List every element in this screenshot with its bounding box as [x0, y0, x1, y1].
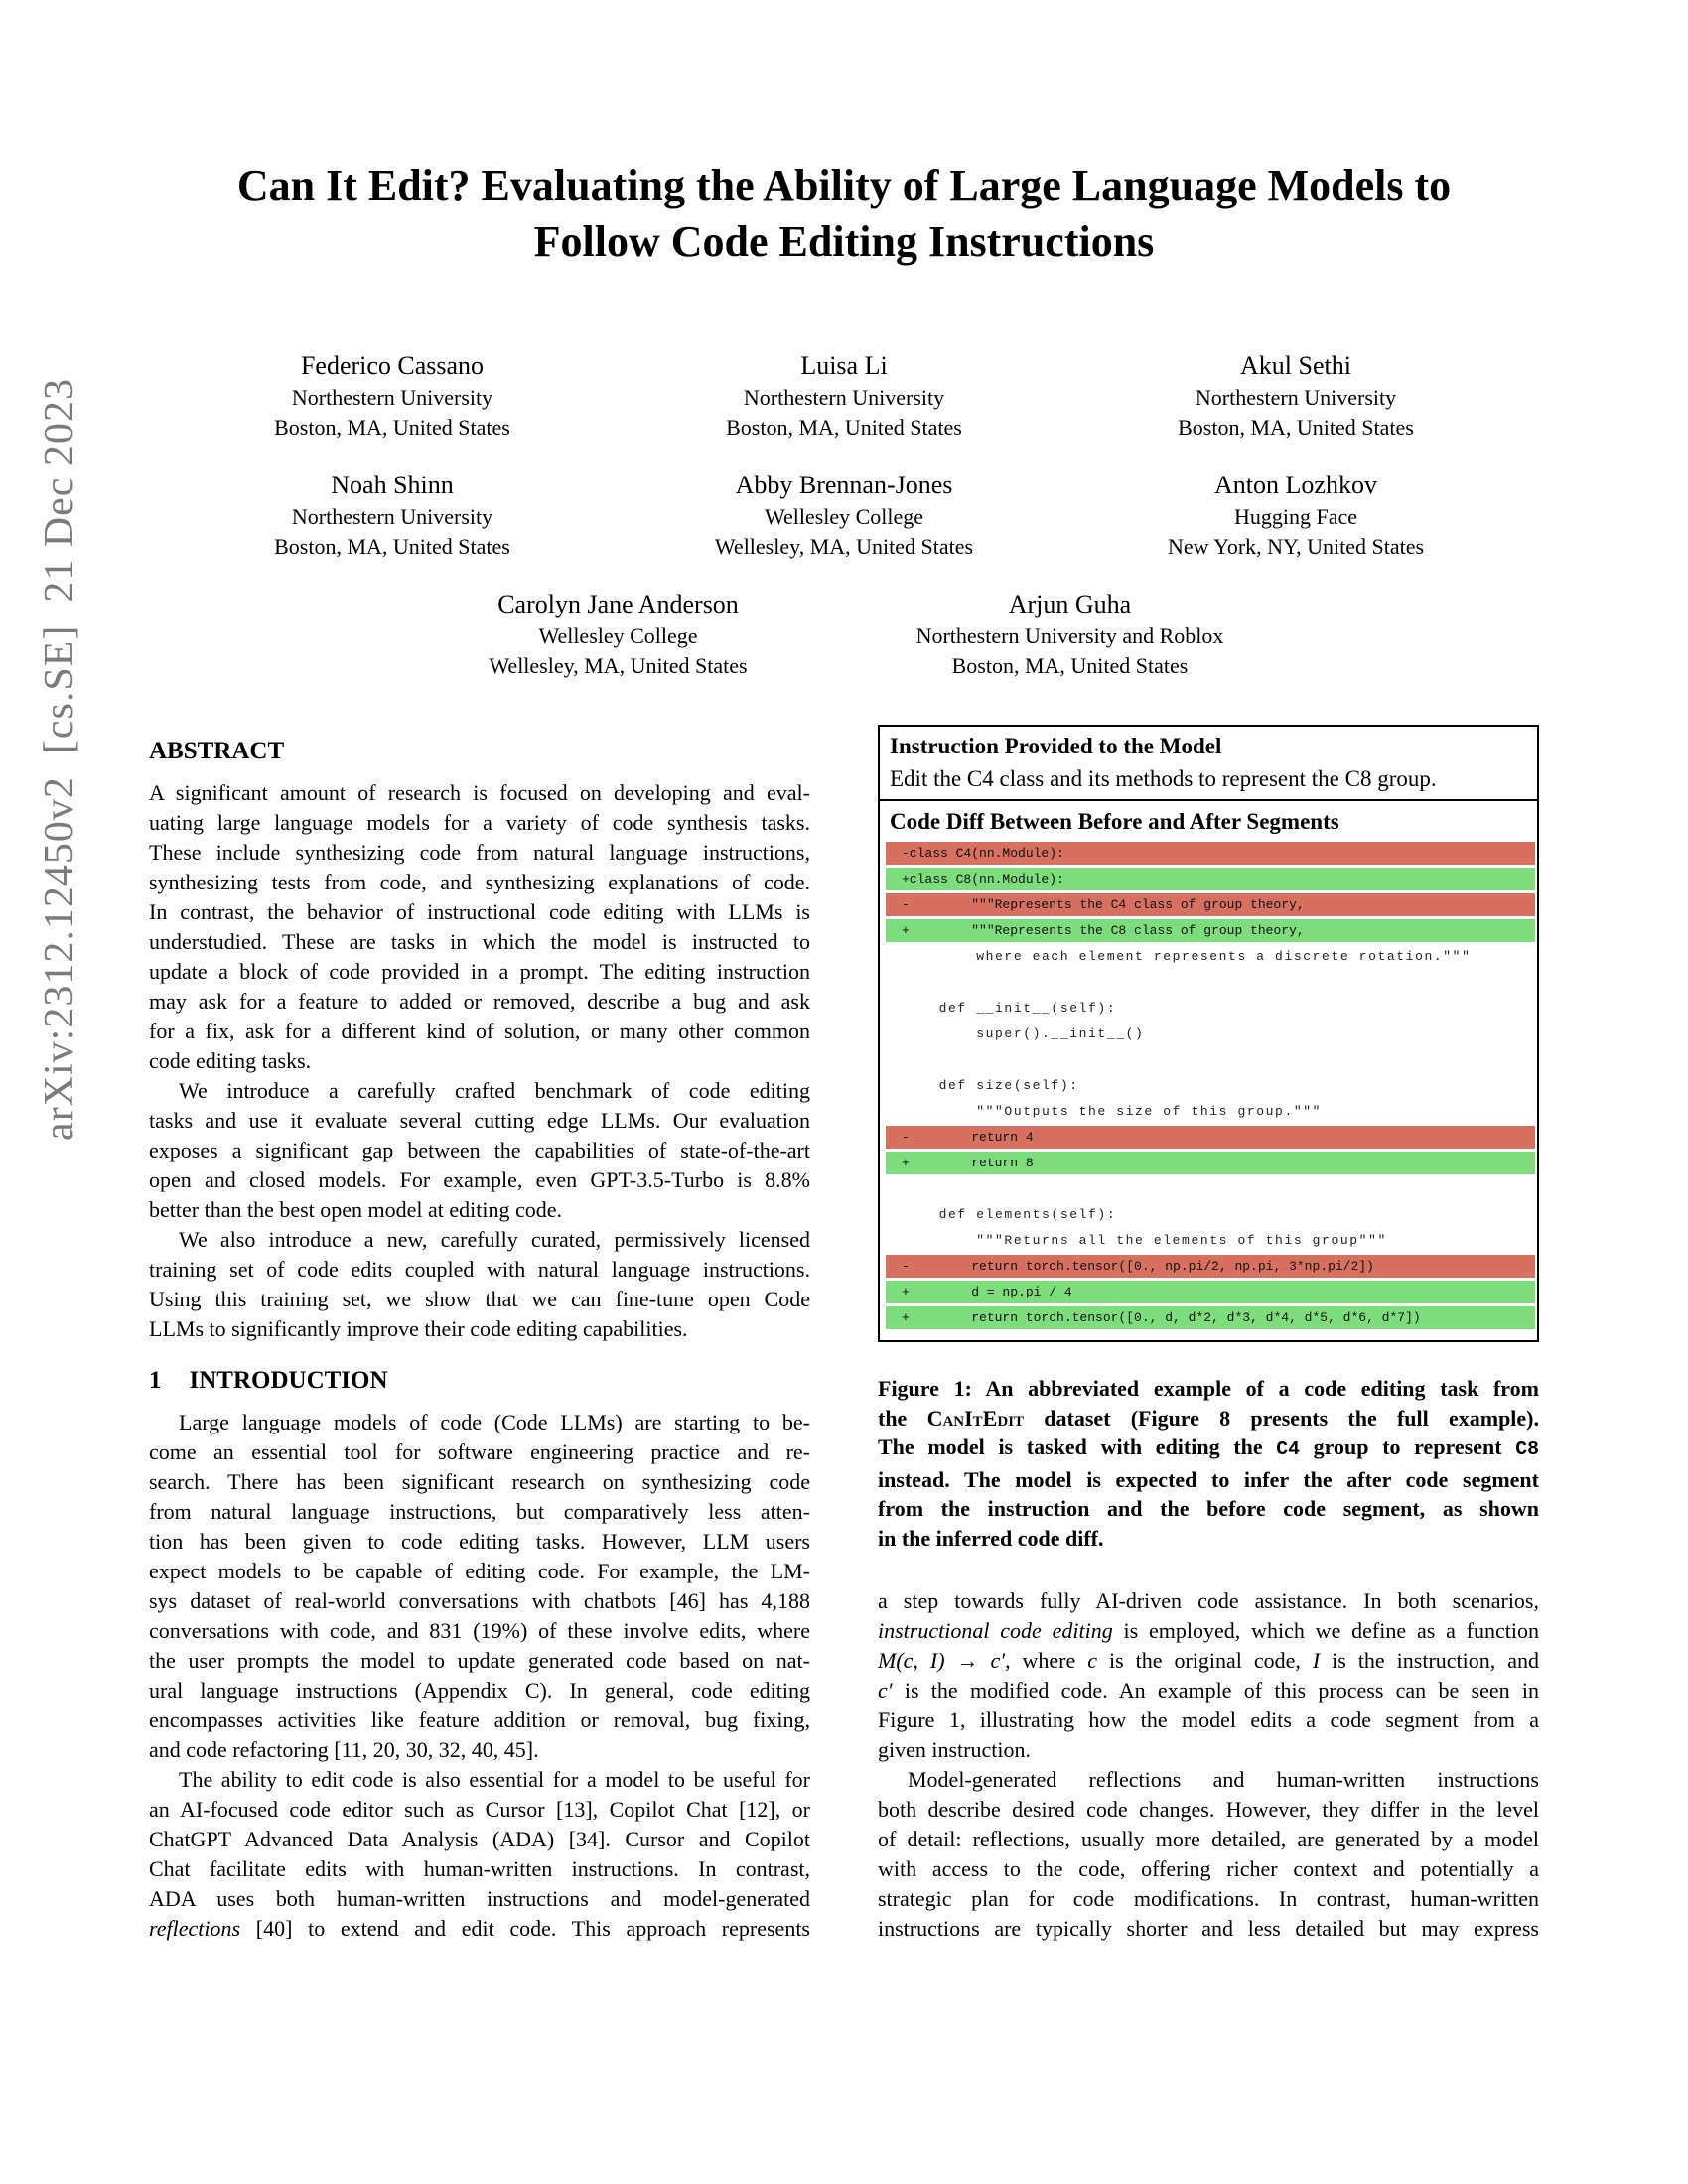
text-line: come an essential tool for software engineering practice and re-	[149, 1439, 810, 1464]
author-affiliation: Northestern University	[291, 504, 493, 529]
text-line	[878, 1676, 1539, 1706]
author-block	[167, 469, 619, 562]
text-line: The ability to edit code is also essential for a model to be useful for	[179, 1767, 810, 1792]
paragraph	[878, 1374, 1539, 1553]
text-line: expect models to be capable of editing code. For example, the LM-	[149, 1559, 810, 1583]
diff-context-line	[886, 1229, 1535, 1252]
text-segment: dataset (Figure 8 presents the full example).	[1024, 1405, 1540, 1431]
text-line: open and closed models. For example, even GPT-3.5-Turbo is 8.8%	[149, 1167, 810, 1192]
text-line: Using this training set, we show that we can fine-tune open Code	[149, 1287, 810, 1311]
code-text: - return torch.tensor([0., np.pi/2, np.pi, 3*np.pi/2])	[902, 1259, 1374, 1274]
text-line: of detail: reflections, usually more detailed, are generated by a model	[878, 1827, 1539, 1851]
text-segment: group to represent	[1300, 1434, 1516, 1459]
diff-context-line	[886, 1100, 1535, 1123]
author-affiliation: Hugging Face	[1233, 504, 1358, 529]
author-block	[619, 469, 1070, 562]
author-row	[0, 349, 1688, 443]
paper-title	[0, 157, 1688, 270]
author-affiliation: Northestern University	[291, 385, 493, 410]
diff-blank-line	[886, 1048, 1535, 1071]
text-line: Chat facilitate edits with human-written instructions. In contrast,	[149, 1856, 810, 1881]
author-affiliation: Northestern University and Roblox	[915, 623, 1224, 648]
code-text: def __init__(self):	[902, 1001, 1117, 1016]
text-line: In contrast, the behavior of instructional code editing with LLMs is	[149, 899, 810, 924]
text-line: synthesizing tests from code, and synthesizing explanations of code.	[149, 870, 810, 894]
diff-deleted-line	[886, 893, 1535, 916]
figure-diff-header: Code Diff Between Before and After Segments	[890, 809, 1339, 834]
text-line: in the inferred code diff.	[878, 1525, 1104, 1551]
introduction-text	[149, 1408, 810, 1944]
code-text: - return 4	[902, 1130, 1034, 1145]
text-line: We introduce a carefully crafted benchmark of code editing	[179, 1078, 810, 1103]
diff-context-line	[886, 1023, 1535, 1045]
code-text: + return torch.tensor([0., d, d*2, d*3, d*4, d*5, d*6, d*7])	[902, 1310, 1421, 1325]
author-name: Arjun Guha	[1008, 590, 1132, 618]
emphasis-text: c′	[878, 1678, 893, 1703]
diff-context-line	[886, 1074, 1535, 1097]
diff-added-line	[886, 868, 1535, 890]
text-line: LLMs to significantly improve their code editing capabilities.	[149, 1316, 688, 1341]
author-name: Carolyn Jane Anderson	[497, 590, 739, 618]
text-line: strategic plan for code modifications. In contrast, human-written	[878, 1886, 1539, 1911]
text-line: Large language models of code (Code LLMs) are starting to be-	[179, 1410, 810, 1434]
author-name: Luisa Li	[800, 351, 888, 380]
code-text: - """Represents the C4 class of group theory,	[902, 897, 1305, 912]
smallcaps-text: CanItEdit	[926, 1405, 1025, 1431]
diff-blank-line	[886, 1177, 1535, 1200]
left-column	[149, 735, 810, 1944]
diff-context-line	[886, 997, 1535, 1020]
author-row	[0, 469, 1688, 562]
author-location: Boston, MA, United States	[726, 415, 962, 440]
emphasis-text: M(c, I) → c′	[878, 1648, 1006, 1673]
author-affiliation: Northestern University	[1195, 385, 1397, 410]
text-line: from the instruction and the before code segment, as shown	[878, 1496, 1539, 1521]
text-line: better than the best open model at editing code.	[149, 1197, 563, 1222]
diff-added-line	[886, 1152, 1535, 1174]
author-location: Wellesley, MA, United States	[714, 534, 974, 559]
code-text: + d = np.pi / 4	[902, 1285, 1072, 1299]
text-segment: The model is tasked with editing the	[878, 1434, 1277, 1459]
emphasis-text: reflections	[149, 1916, 241, 1941]
paragraph	[878, 1586, 1539, 1765]
code-text: + return 8	[902, 1156, 1034, 1170]
author-location: Boston, MA, United States	[274, 415, 510, 440]
code-diff	[880, 838, 1537, 1340]
figure-instruction-header: Instruction Provided to the Model	[890, 734, 1222, 758]
text-segment: is employed, which we define as a function	[1112, 1618, 1539, 1643]
text-segment: [40] to extend and edit code. This approach represents	[240, 1916, 810, 1941]
code-text: where each element represents a discrete rotation."""	[902, 949, 1472, 964]
diff-blank-line	[886, 971, 1535, 994]
text-line: a step towards fully AI-driven code assistance. In both scenarios,	[878, 1588, 1539, 1613]
text-segment: is the original code,	[1097, 1648, 1313, 1673]
author-location: Boston, MA, United States	[274, 534, 510, 559]
paper-title-line-2: Follow Code Editing Instructions	[533, 217, 1155, 266]
diff-deleted-line	[886, 1255, 1535, 1278]
diff-added-line	[886, 1306, 1535, 1329]
paragraph	[149, 778, 810, 1076]
author-block	[619, 349, 1070, 443]
text-line: ChatGPT Advanced Data Analysis (ADA) [34]. Cursor and Copilot	[149, 1827, 810, 1851]
text-line: ural language instructions (Appendix C). In general, code editing	[149, 1678, 810, 1703]
text-segment: the	[878, 1405, 927, 1431]
code-text: """Outputs the size of this group."""	[902, 1104, 1323, 1119]
code-text: def elements(self):	[902, 1207, 1117, 1222]
diff-context-line	[886, 1203, 1535, 1226]
figure-1-box	[878, 725, 1539, 1342]
text-line: These include synthesizing code from natural language instructions,	[149, 840, 810, 865]
code-text: def size(self):	[902, 1078, 1079, 1093]
text-line: instructions are typically shorter and less detailed but may express	[878, 1916, 1539, 1941]
text-line: instead. The model is expected to infer the after code segment	[878, 1466, 1539, 1492]
diff-deleted-line	[886, 842, 1535, 865]
text-line: update a block of code provided in a prompt. The editing instruction	[149, 959, 810, 984]
authors-section	[0, 349, 1688, 707]
text-line: Figure 1: An abbreviated example of a code editing task from	[878, 1376, 1539, 1401]
paper-title-line-1: Can It Edit? Evaluating the Ability of Large Language Models to	[236, 161, 1452, 209]
introduction-heading	[149, 1364, 810, 1398]
text-line: may ask for a feature to added or removed, describe a bug and ask	[149, 989, 810, 1014]
text-line: and code refactoring [11, 20, 30, 32, 40, 45].	[149, 1737, 539, 1762]
text-segment: is the modified code. An example of this process can be seen in	[892, 1678, 1539, 1703]
text-line: uating large language models for a variety of code synthesis tasks.	[149, 810, 810, 835]
inline-code: C4	[1276, 1438, 1301, 1460]
author-block	[392, 588, 844, 681]
paragraph	[149, 1408, 810, 1765]
text-line: exposes a significant gap between the capabilities of state-of-the-art	[149, 1138, 810, 1162]
diff-deleted-line	[886, 1126, 1535, 1149]
text-line: both describe desired code changes. However, they differ in the level	[878, 1797, 1539, 1822]
author-affiliation: Northestern University	[743, 385, 945, 410]
diff-added-line	[886, 1281, 1535, 1303]
text-line	[878, 1646, 1539, 1676]
text-line: ADA uses both human-written instructions and model-generated	[149, 1886, 810, 1911]
text-line	[149, 1914, 810, 1944]
paragraph	[149, 1765, 810, 1944]
text-line: with access to the code, offering richer context and potentially a	[878, 1856, 1539, 1881]
author-location: Boston, MA, United States	[1178, 415, 1414, 440]
section-number: 1	[149, 1367, 162, 1394]
author-affiliation: Wellesley College	[538, 623, 698, 648]
text-line	[878, 1616, 1539, 1646]
author-row	[0, 588, 1688, 681]
text-line: search. There has been significant research on synthesizing code	[149, 1469, 810, 1494]
emphasis-text: instructional code editing	[878, 1618, 1113, 1643]
text-line: tasks and use it evaluate several cutting edge LLMs. Our evaluation	[149, 1108, 810, 1133]
abstract-heading-label: ABSTRACT	[149, 738, 285, 764]
figure-caption	[878, 1374, 1539, 1553]
text-line: We also introduce a new, carefully curated, permissively licensed	[179, 1227, 810, 1252]
text-line	[878, 1433, 1539, 1465]
author-block	[1070, 469, 1522, 562]
paragraph	[878, 1765, 1539, 1944]
text-segment: is the instruction, and	[1320, 1648, 1539, 1673]
figure-instruction-text: Edit the C4 class and its methods to represent the C8 group.	[890, 766, 1437, 791]
text-line: Model-generated reflections and human-written instructions	[908, 1767, 1539, 1792]
author-location: Wellesley, MA, United States	[489, 653, 748, 678]
section-title: INTRODUCTION	[189, 1367, 388, 1394]
text-line: sys dataset of real-world conversations with chatbots [46] has 4,188	[149, 1588, 810, 1613]
emphasis-text: c	[1087, 1648, 1098, 1673]
author-block	[1070, 349, 1522, 443]
text-segment: , where	[1005, 1648, 1088, 1673]
text-line: conversations with code, and 831 (19%) of these involve edits, where	[149, 1618, 810, 1643]
paragraph	[149, 1225, 810, 1344]
inline-code: C8	[1515, 1438, 1539, 1460]
author-location: New York, NY, United States	[1167, 534, 1425, 559]
code-text: -class C4(nn.Module):	[902, 846, 1064, 861]
text-line: code editing tasks.	[149, 1048, 312, 1073]
text-line: from natural language instructions, but comparatively less atten-	[149, 1499, 810, 1524]
diff-added-line	[886, 919, 1535, 942]
abstract-heading	[149, 735, 810, 768]
text-line: given instruction.	[878, 1737, 1031, 1762]
text-line: tion has been given to code editing tasks. However, LLM users	[149, 1529, 810, 1554]
author-block	[167, 349, 619, 443]
text-line	[878, 1404, 1539, 1433]
author-name: Federico Cassano	[300, 351, 485, 380]
author-name: Anton Lozhkov	[1214, 471, 1377, 499]
text-line: Figure 1, illustrating how the model edits a code segment from a	[878, 1707, 1539, 1732]
emphasis-text: I	[1312, 1648, 1321, 1673]
author-name: Abby Brennan-Jones	[735, 471, 953, 499]
right-column-text	[878, 1586, 1539, 1944]
text-line: training set of code edits coupled with natural language instructions.	[149, 1257, 810, 1282]
author-name: Akul Sethi	[1240, 351, 1351, 380]
text-line: an AI-focused code editor such as Cursor [13], Copilot Chat [12], or	[149, 1797, 810, 1822]
code-text: + """Represents the C8 class of group theory,	[902, 923, 1305, 938]
text-line: for a fix, ask for a different kind of solution, or many other common	[149, 1019, 810, 1043]
text-line: the user prompts the model to update generated code based on nat-	[149, 1648, 810, 1673]
text-line: A significant amount of research is focused on developing and eval-	[149, 780, 810, 805]
author-block	[844, 588, 1296, 681]
code-text: """Returns all the elements of this group"""	[902, 1233, 1387, 1248]
diff-context-line	[886, 945, 1535, 968]
arxiv-stamp: arXiv:2312.12450v2 [cs.SE] 21 Dec 2023	[37, 378, 82, 1141]
abstract-text	[149, 778, 810, 1344]
author-affiliation: Wellesley College	[764, 504, 924, 529]
text-line: understudied. These are tasks in which the model is instructed to	[149, 929, 810, 954]
text-line: encompasses activities like feature addition or removal, bug fixing,	[149, 1707, 810, 1732]
author-name: Noah Shinn	[331, 471, 454, 499]
code-text: +class C8(nn.Module):	[902, 872, 1064, 887]
paragraph	[149, 1076, 810, 1225]
author-location: Boston, MA, United States	[951, 653, 1189, 678]
code-text: super().__init__()	[902, 1026, 1145, 1041]
